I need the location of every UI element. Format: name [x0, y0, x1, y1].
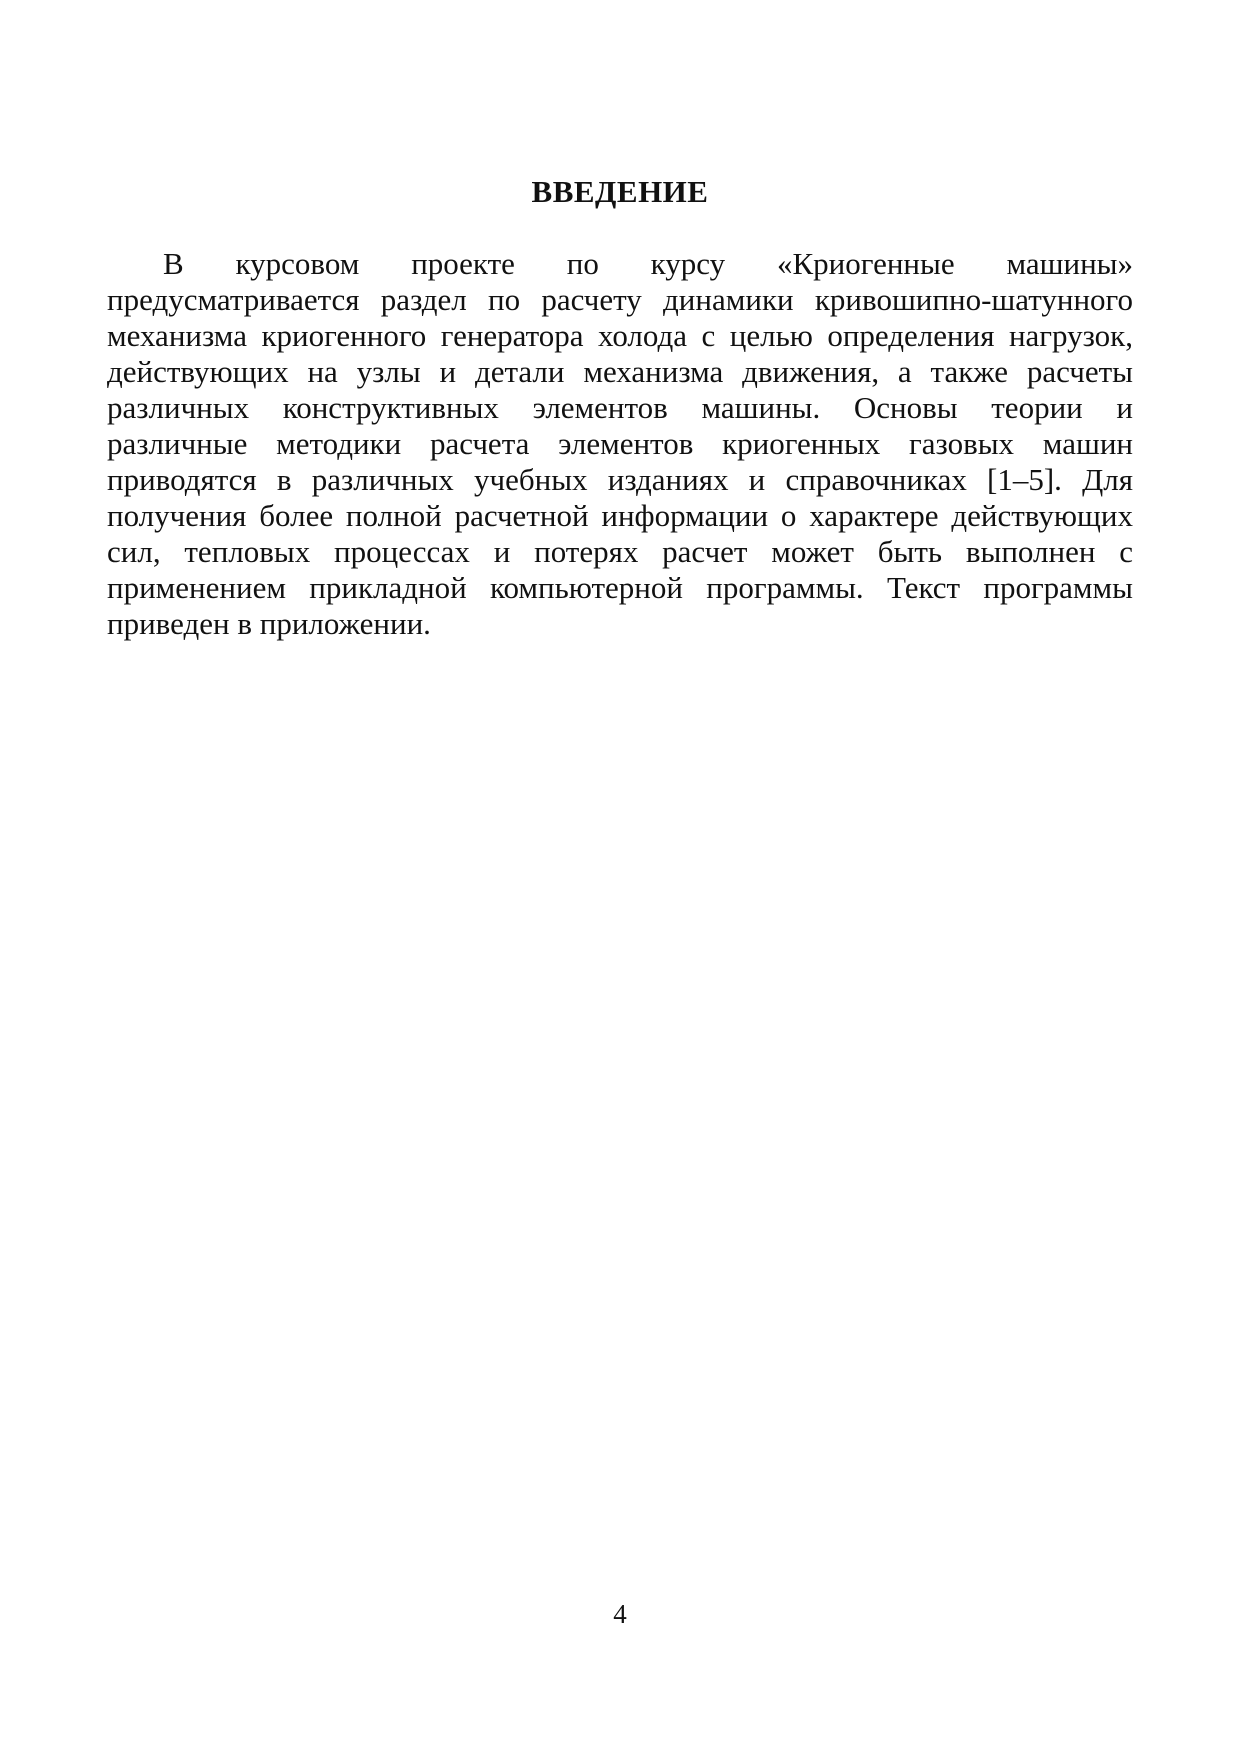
paragraph-line: приведен в приложении. — [107, 606, 431, 641]
paragraph-line: различных конструктивных элементов машины. Основы теории и — [107, 390, 1133, 425]
paragraph-line: предусматривается раздел по расчету динамики кривошипно-шатунного — [107, 282, 1133, 317]
paragraph-line: сил, тепловых процессах и потерях расчет может быть выполнен с — [107, 534, 1133, 569]
paragraph-line: различные методики расчета элементов криогенных газовых машин — [107, 426, 1133, 461]
paragraph-line: приводятся в различных учебных изданиях и справочниках [1–5]. Для — [107, 462, 1133, 497]
page-number: 4 — [613, 1599, 627, 1629]
paragraph-line: получения более полной расчетной информации о характере действующих — [107, 498, 1133, 533]
section-heading: ВВЕДЕНИЕ — [531, 174, 709, 209]
paragraph-line: применением прикладной компьютерной программы. Текст программы — [107, 570, 1133, 605]
introduction-paragraph — [107, 246, 1133, 642]
paragraph-line: действующих на узлы и детали механизма движения, а также расчеты — [107, 354, 1133, 389]
paragraph-line: В курсовом проекте по курсу «Криогенные машины» — [163, 246, 1133, 281]
paragraph-line: механизма криогенного генератора холода с целью определения нагрузок, — [107, 318, 1133, 353]
